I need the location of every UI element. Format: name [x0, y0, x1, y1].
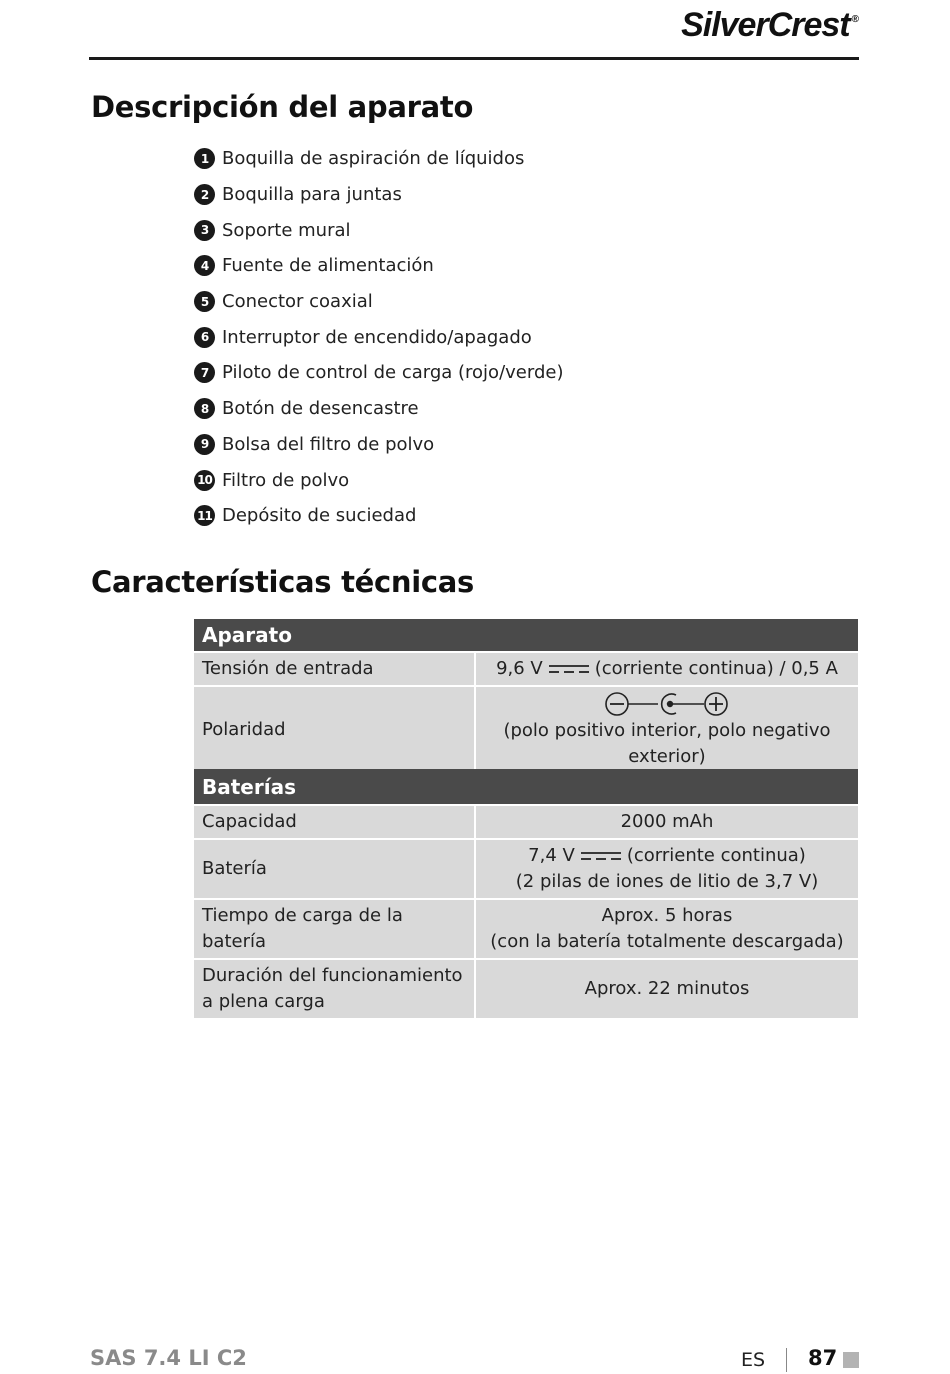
item-label: Depósito de suciedad [222, 505, 417, 527]
list-item [194, 248, 563, 284]
row-label: Tiempo de carga de la batería [194, 900, 476, 958]
item-number: 4 [194, 255, 215, 276]
table-row [194, 900, 858, 958]
item-label: Fuente de alimentación [222, 255, 434, 277]
table-header-row [194, 769, 858, 804]
battery-voltage-description: (corriente continua) [626, 845, 806, 866]
list-item [194, 141, 563, 177]
list-item [194, 355, 563, 391]
voltage-value: 9,6 V [496, 658, 543, 679]
item-label: Filtro de polvo [222, 469, 350, 491]
item-number: 5 [194, 291, 215, 312]
table-header-row [194, 619, 858, 651]
row-label: Batería [194, 840, 476, 898]
item-label: Botón de desencastre [222, 398, 419, 420]
page-number: 87 [808, 1346, 838, 1370]
section-title-description: Descripción del aparato [91, 90, 474, 124]
label-line-2: a plena carga [202, 991, 325, 1012]
item-label: Boquilla de aspiración de líquidos [222, 148, 525, 170]
value-line: Aprox. 5 horas [601, 905, 733, 926]
row-value: Aprox. 22 minutos [476, 960, 858, 1018]
polarity-description: (polo positivo interior, polo negativo exterior) [503, 720, 831, 767]
row-value [476, 840, 858, 898]
table-row [194, 806, 858, 838]
table-row [194, 653, 858, 685]
voltage-description: (corriente continua) / 0,5 A [594, 658, 838, 679]
battery-voltage: 7,4 V [528, 845, 575, 866]
list-item [194, 284, 563, 320]
list-item [194, 427, 563, 463]
row-label [194, 960, 476, 1018]
item-number: 2 [194, 184, 215, 205]
item-number: 8 [194, 398, 215, 419]
spec-table-aparato [194, 617, 858, 775]
brand-name: SilverCrest [681, 6, 850, 44]
footer-square-icon [843, 1352, 859, 1368]
item-label: Interruptor de encendido/apagado [222, 326, 532, 348]
item-label: Boquilla para juntas [222, 184, 402, 206]
item-number: 10 [194, 470, 215, 491]
row-value: 2000 mAh [476, 806, 858, 838]
list-item [194, 462, 563, 498]
table-row [194, 840, 858, 898]
item-label: Soporte mural [222, 219, 351, 241]
list-item [194, 498, 563, 534]
spec-table-baterias [194, 767, 858, 1020]
brand-logo [681, 6, 858, 45]
footer-separator [786, 1348, 787, 1372]
item-label: Conector coaxial [222, 291, 373, 313]
table-row [194, 960, 858, 1018]
table-heading: Aparato [194, 619, 858, 651]
registered-mark: ® [851, 14, 858, 25]
label-line: Duración del funcionamiento [202, 965, 463, 986]
item-number: 3 [194, 220, 215, 241]
table-row [194, 687, 858, 773]
row-label: Tensión de entrada [194, 653, 476, 685]
row-value [476, 653, 858, 685]
item-number: 9 [194, 434, 215, 455]
item-label: Bolsa del filtro de polvo [222, 433, 435, 455]
footer-language: ES [741, 1349, 766, 1371]
item-label: Piloto de control de carga (rojo/verde) [222, 362, 564, 384]
header-rule [89, 57, 859, 60]
item-number: 1 [194, 148, 215, 169]
list-item [194, 177, 563, 213]
row-label: Polaridad [194, 687, 476, 773]
item-number: 11 [194, 505, 215, 526]
row-label: Capacidad [194, 806, 476, 838]
item-number: 7 [194, 362, 215, 383]
list-item [194, 391, 563, 427]
value-line-2: (con la batería totalmente descargada) [490, 931, 844, 952]
polarity-symbol-icon [604, 690, 730, 718]
value-line-2: (2 pilas de iones de litio de 3,7 V) [515, 871, 819, 892]
item-number: 6 [194, 327, 215, 348]
value-line [484, 843, 850, 869]
row-value [476, 687, 858, 773]
list-item [194, 319, 563, 355]
dc-symbol-icon [549, 663, 589, 675]
footer-model: SAS 7.4 LI C2 [90, 1346, 247, 1370]
parts-list [194, 141, 563, 534]
row-value [476, 900, 858, 958]
list-item [194, 212, 563, 248]
table-heading: Baterías [194, 769, 858, 804]
section-title-specs: Características técnicas [91, 565, 474, 599]
dc-symbol-icon [581, 850, 621, 862]
